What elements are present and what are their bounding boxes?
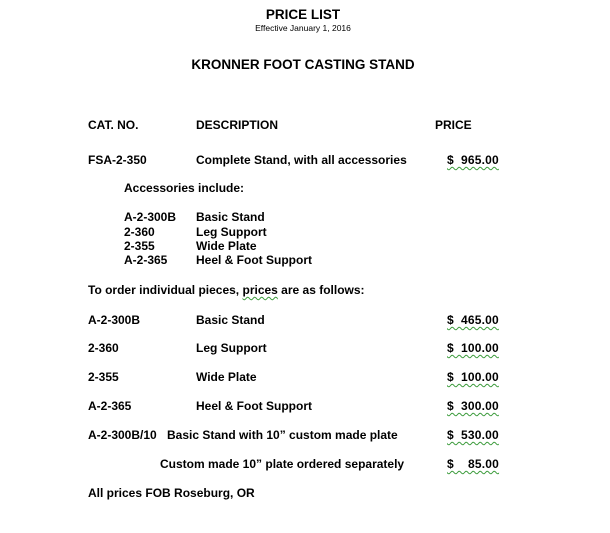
price-cell: $ 965.00 <box>447 153 499 167</box>
cat-no-cell: A-2-300B <box>88 313 141 327</box>
intro-text-after: are as follows: <box>277 283 365 297</box>
accessory-description: Leg Support <box>196 225 267 239</box>
cat-no-cell: A-2-300B/10 <box>88 428 157 442</box>
accessory-description: Basic Stand <box>196 210 265 224</box>
intro-text-before: To order individual pieces, <box>88 283 243 297</box>
description-cell: Heel & Foot Support <box>196 399 312 413</box>
effective-date: Effective January 1, 2016 <box>255 23 351 33</box>
price-cell: $ 530.00 <box>447 428 499 442</box>
description-cell: Basic Stand with 10” custom made plate <box>167 428 398 442</box>
description-cell: Leg Support <box>196 341 267 355</box>
document-title: PRICE LIST <box>265 7 341 22</box>
accessory-description: Wide Plate <box>196 239 257 253</box>
price-cell: $ 300.00 <box>447 399 499 413</box>
spellcheck-flagged-word: prices <box>242 283 278 297</box>
accessory-description: Heel & Foot Support <box>196 253 312 267</box>
cat-no-cell: 2-355 <box>88 370 119 384</box>
product-heading: KRONNER FOOT CASTING STAND <box>191 57 415 72</box>
accessory-cat-no: A-2-300B <box>124 210 177 224</box>
cat-no-cell: 2-360 <box>88 341 119 355</box>
price-cell: $ 100.00 <box>447 370 499 384</box>
accessory-cat-no: 2-355 <box>124 239 155 253</box>
cat-no-cell: FSA-2-350 <box>88 153 147 167</box>
accessory-cat-no: A-2-365 <box>124 253 168 267</box>
accessories-label: Accessories include: <box>124 181 245 195</box>
description-cell: Custom made 10” plate ordered separately <box>160 457 405 471</box>
column-header-price: PRICE <box>435 118 472 132</box>
price-cell: $ 465.00 <box>447 313 499 327</box>
description-cell: Wide Plate <box>196 370 257 384</box>
description-cell: Basic Stand <box>196 313 265 327</box>
price-cell: $ 100.00 <box>447 341 499 355</box>
column-header-description: DESCRIPTION <box>196 118 279 132</box>
individual-pieces-intro <box>88 283 365 297</box>
column-header-cat-no: CAT. NO. <box>88 118 139 132</box>
accessory-cat-no: 2-360 <box>124 225 155 239</box>
description-cell: Complete Stand, with all accessories <box>196 153 407 167</box>
price-cell: $ 85.00 <box>447 457 500 471</box>
footer-note: All prices FOB Roseburg, OR <box>88 486 255 500</box>
cat-no-cell: A-2-365 <box>88 399 132 413</box>
